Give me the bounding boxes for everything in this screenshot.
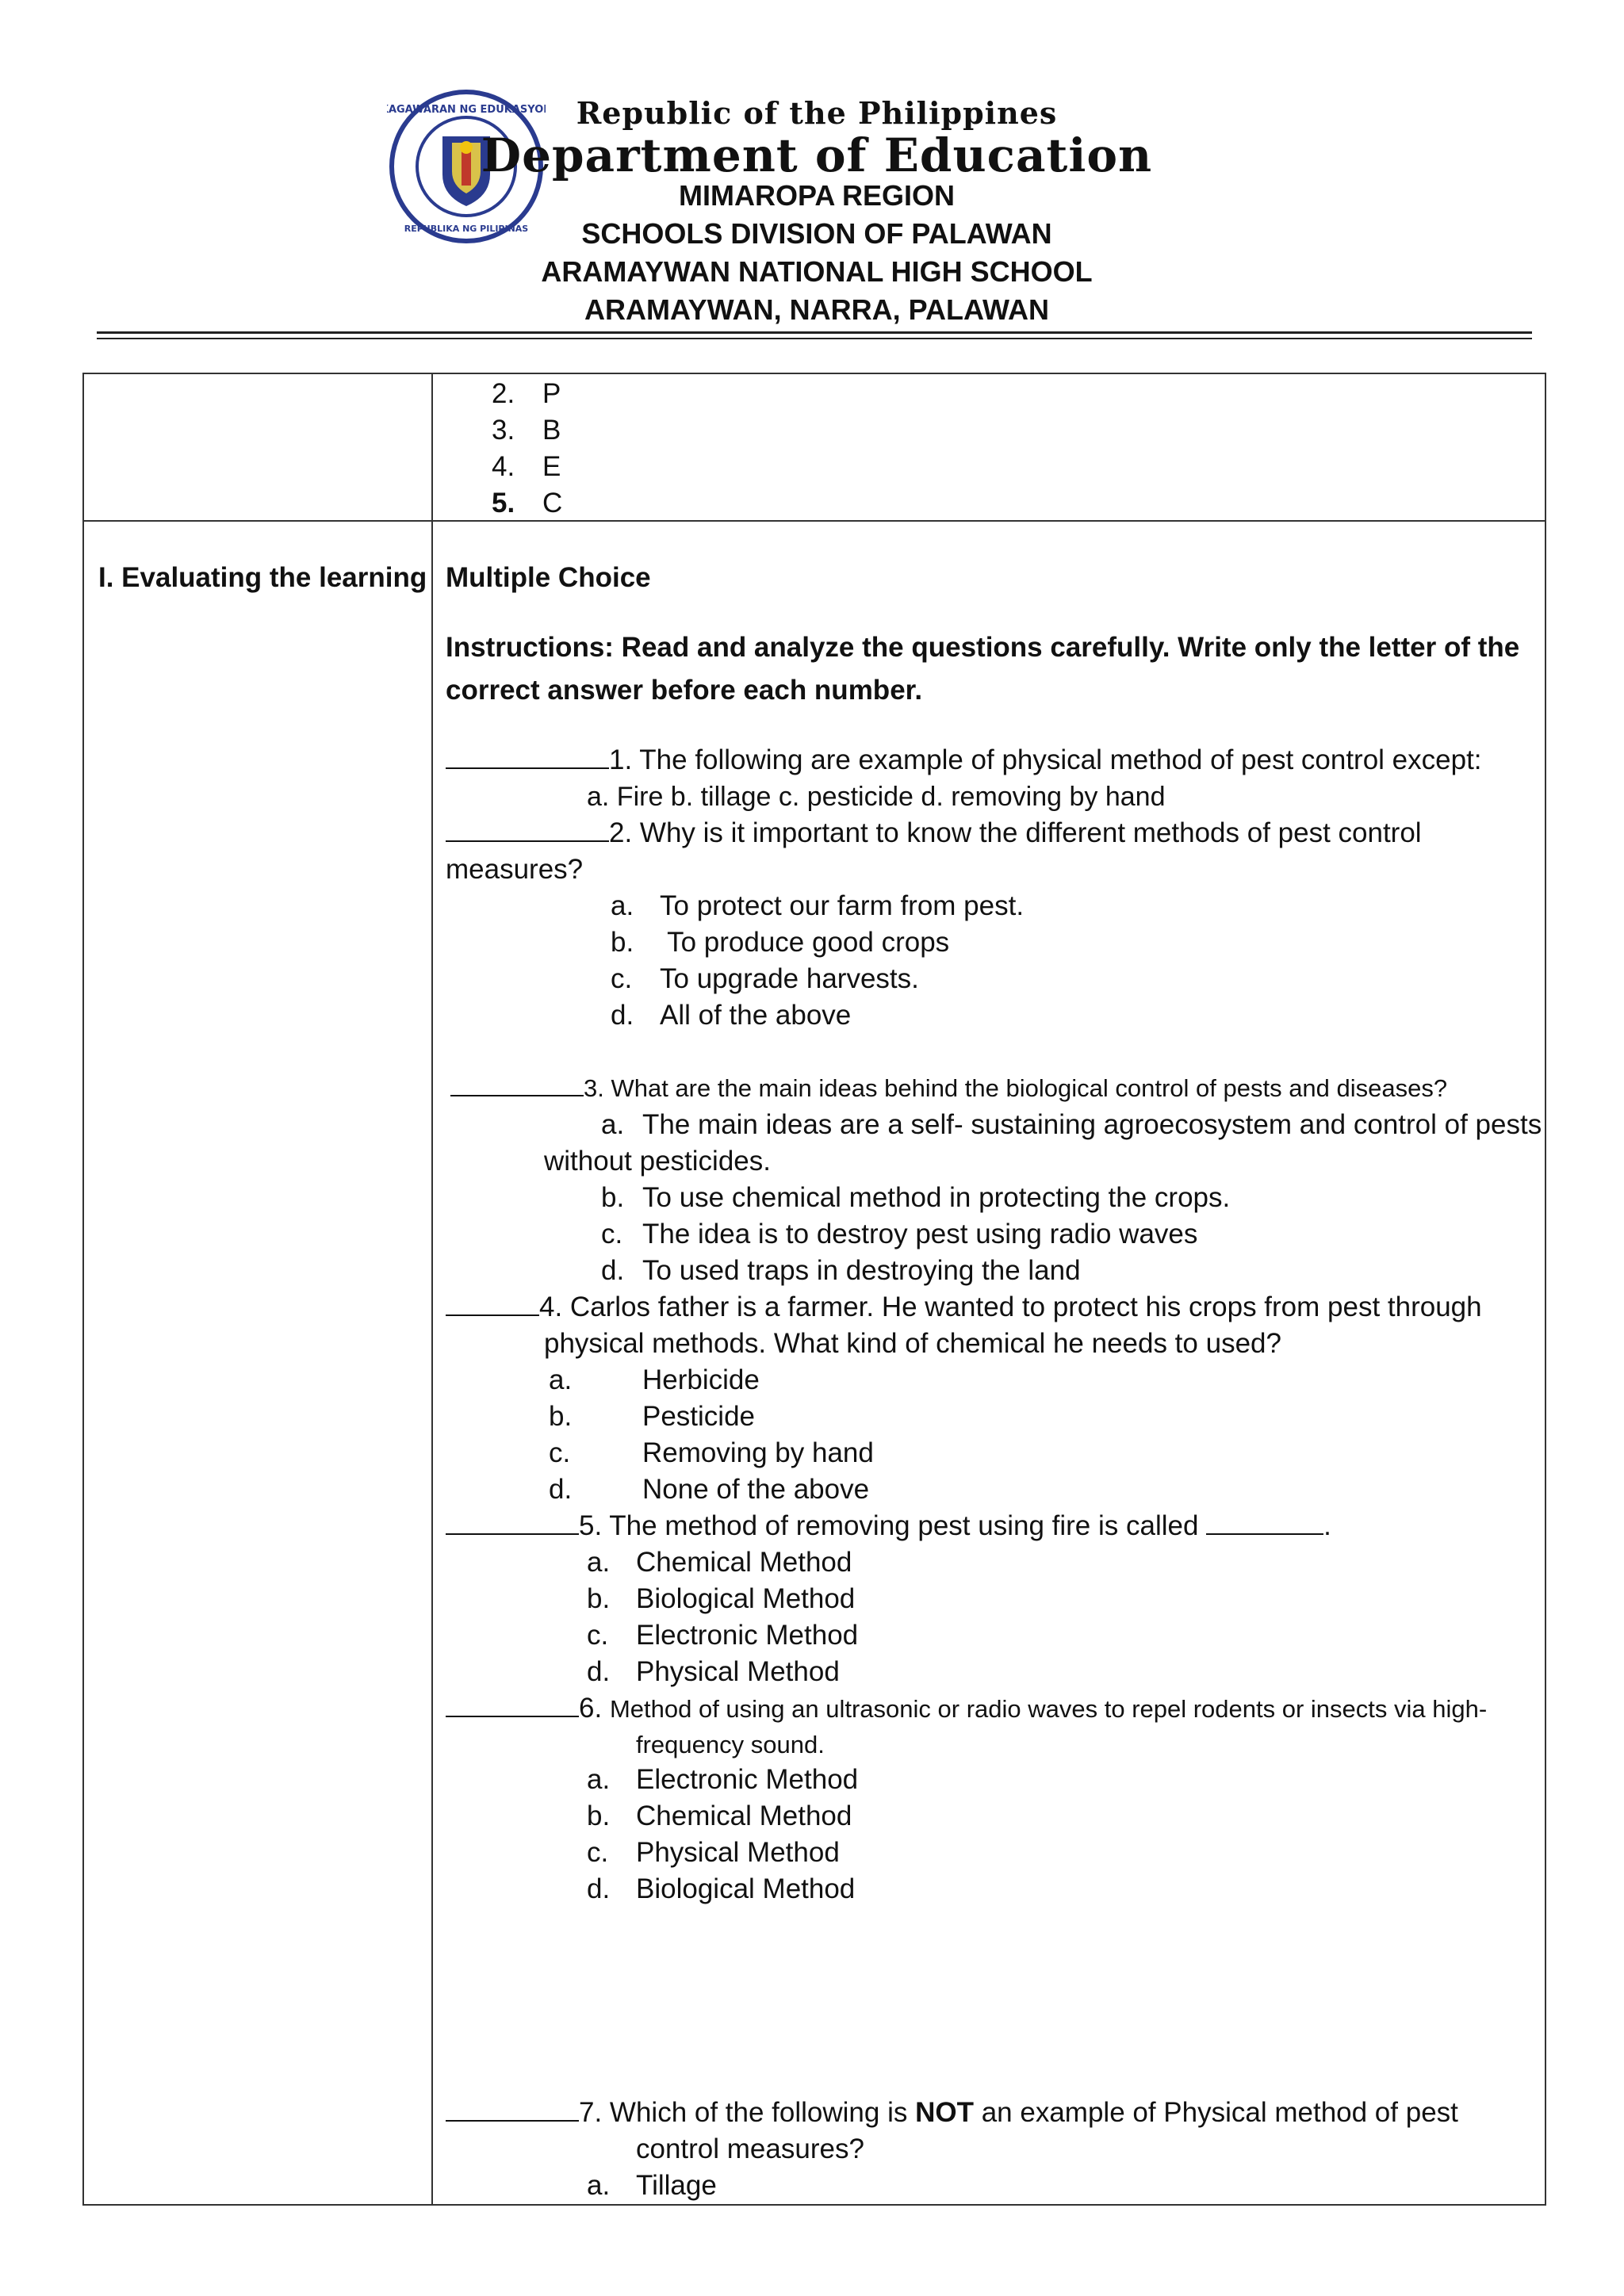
question-text: 1. The following are example of physical method of pest control except: (609, 744, 1482, 775)
choice-letter: b. (549, 1401, 573, 1432)
instructions-line-2: correct answer before each number. (446, 675, 923, 706)
question-7 (446, 2095, 1458, 2131)
answer-blank[interactable] (446, 742, 609, 769)
choice-letter: d. (587, 1656, 611, 1687)
answer-blank[interactable] (446, 815, 609, 842)
question-text: Method of using an ultrasonic or radio waves to repel rodents or insects via high- (609, 1695, 1488, 1723)
choice-text: To produce good crops (660, 927, 950, 958)
choice-letter: d. (587, 1873, 611, 1904)
instructions-line-1: Instructions: Read and analyze the questions carefully. Write only the letter of the (446, 632, 1520, 663)
answer-blank[interactable] (446, 2095, 579, 2122)
choice-text: Pesticide (642, 1401, 756, 1432)
choice-letter: d. (549, 1474, 573, 1505)
choice-text: Tillage (636, 2170, 717, 2201)
choice-letter: c. (611, 963, 633, 994)
seal-text-top: KAGAWARAN NG EDUKASYON (387, 104, 546, 116)
answer-key-letter: E (542, 451, 561, 482)
department-heading: Department of Education (481, 128, 1153, 182)
choice-text: Biological Method (636, 1873, 856, 1904)
choice-text: Herbicide (642, 1364, 760, 1395)
choice-letter: a. (601, 1109, 625, 1140)
section-label: I. Evaluating the learning (98, 562, 427, 593)
choice-letter: a. (587, 2170, 611, 2201)
answer-blank[interactable] (446, 1289, 539, 1316)
choice-text: Electronic Method (636, 1764, 859, 1795)
choice-letter: c. (587, 1620, 609, 1651)
seal-text-bottom: REPUBLIKA NG PILIPINAS (404, 224, 529, 234)
fill-in-blank[interactable] (1206, 1508, 1323, 1535)
choice-text: Chemical Method (636, 1547, 852, 1578)
school-heading: ARAMAYWAN NATIONAL HIGH SCHOOL (541, 255, 1093, 288)
choice-text: Electronic Method (636, 1620, 859, 1651)
table-row-divider (82, 520, 1546, 522)
answer-key-num: 2. (492, 378, 515, 409)
choice-text: To use chemical method in protecting the crops. (642, 1182, 1231, 1213)
answer-blank[interactable] (446, 1690, 579, 1717)
choice-letter: a. (549, 1364, 573, 1395)
header-rule (97, 331, 1532, 334)
choice-letter: c. (601, 1219, 623, 1249)
choice-letter: a. (587, 1547, 611, 1578)
choice-letter: b. (587, 1583, 611, 1614)
answer-blank[interactable] (450, 1073, 584, 1096)
question-7-continued: control measures? (636, 2133, 864, 2164)
choice-text: To upgrade harvests. (660, 963, 919, 994)
question-2-continued: measures? (446, 854, 584, 885)
choice-text: The idea is to destroy pest using radio waves (642, 1219, 1198, 1249)
choice-text: Physical Method (636, 1656, 840, 1687)
region-heading: MIMAROPA REGION (679, 179, 955, 212)
choice-text: Chemical Method (636, 1800, 852, 1831)
question-6 (446, 1690, 1487, 1728)
header-rule-secondary (97, 338, 1532, 339)
question-5 (446, 1508, 1331, 1544)
choice-letter: d. (611, 1000, 634, 1031)
choice-text: All of the above (660, 1000, 852, 1031)
table-column-divider (431, 373, 433, 2206)
choice-text: Physical Method (636, 1837, 840, 1868)
choice-letter: c. (587, 1837, 609, 1868)
address-heading: ARAMAYWAN, NARRA, PALAWAN (584, 293, 1049, 326)
question-text-rest: an example of Physical method of pest (973, 2097, 1458, 2128)
answer-blank[interactable] (446, 1508, 579, 1535)
answer-key-letter: P (542, 378, 561, 409)
choice-letter: b. (611, 927, 634, 958)
question-1-choices: a. Fire b. tillage c. pesticide d. removing by hand (587, 782, 1166, 812)
choice-letter: a. (587, 1764, 611, 1795)
choice-letter: b. (601, 1182, 625, 1213)
answer-key-num: 5. (492, 488, 515, 519)
choice-letter: c. (549, 1437, 571, 1468)
question-text: 3. What are the main ideas behind the biological control of pests and diseases? (584, 1074, 1448, 1102)
quiz-type-heading: Multiple Choice (446, 562, 651, 593)
choice-text-continued: without pesticides. (544, 1146, 771, 1177)
question-emphasis: NOT (915, 2097, 974, 2128)
choice-text: To used traps in destroying the land (642, 1255, 1081, 1286)
question-4-continued: physical methods. What kind of chemical he needs to used? (544, 1328, 1281, 1359)
answer-key-num: 3. (492, 415, 515, 446)
question-6-continued: frequency sound. (636, 1731, 825, 1758)
choice-text: Biological Method (636, 1583, 856, 1614)
question-text: 7. Which of the following is (579, 2097, 916, 2128)
answer-key-letter: C (542, 488, 563, 519)
question-number: 6. (579, 1693, 603, 1724)
question-text-end: . (1323, 1510, 1331, 1541)
question-text: 5. The method of removing pest using fire is called (579, 1510, 1207, 1541)
choice-letter: d. (601, 1255, 625, 1286)
choice-letter: b. (587, 1800, 611, 1831)
choice-text: None of the above (642, 1474, 870, 1505)
question-3 (450, 1070, 1447, 1107)
question-2 (446, 815, 1422, 851)
choice-text: The main ideas are a self- sustaining agroecosystem and control of pests (642, 1109, 1542, 1140)
answer-key-num: 4. (492, 451, 515, 482)
choice-text: Removing by hand (642, 1437, 874, 1468)
answer-key-letter: B (542, 415, 561, 446)
republic-heading: Republic of the Philippines (576, 95, 1058, 131)
question-text: 2. Why is it important to know the different methods of pest control (609, 817, 1422, 848)
question-text: 4. Carlos father is a farmer. He wanted to protect his crops from pest through (539, 1292, 1482, 1322)
question-4 (446, 1289, 1482, 1326)
division-heading: SCHOOLS DIVISION OF PALAWAN (581, 217, 1052, 250)
question-1 (446, 742, 1482, 779)
choice-text: To protect our farm from pest. (660, 890, 1025, 921)
choice-letter: a. (611, 890, 634, 921)
